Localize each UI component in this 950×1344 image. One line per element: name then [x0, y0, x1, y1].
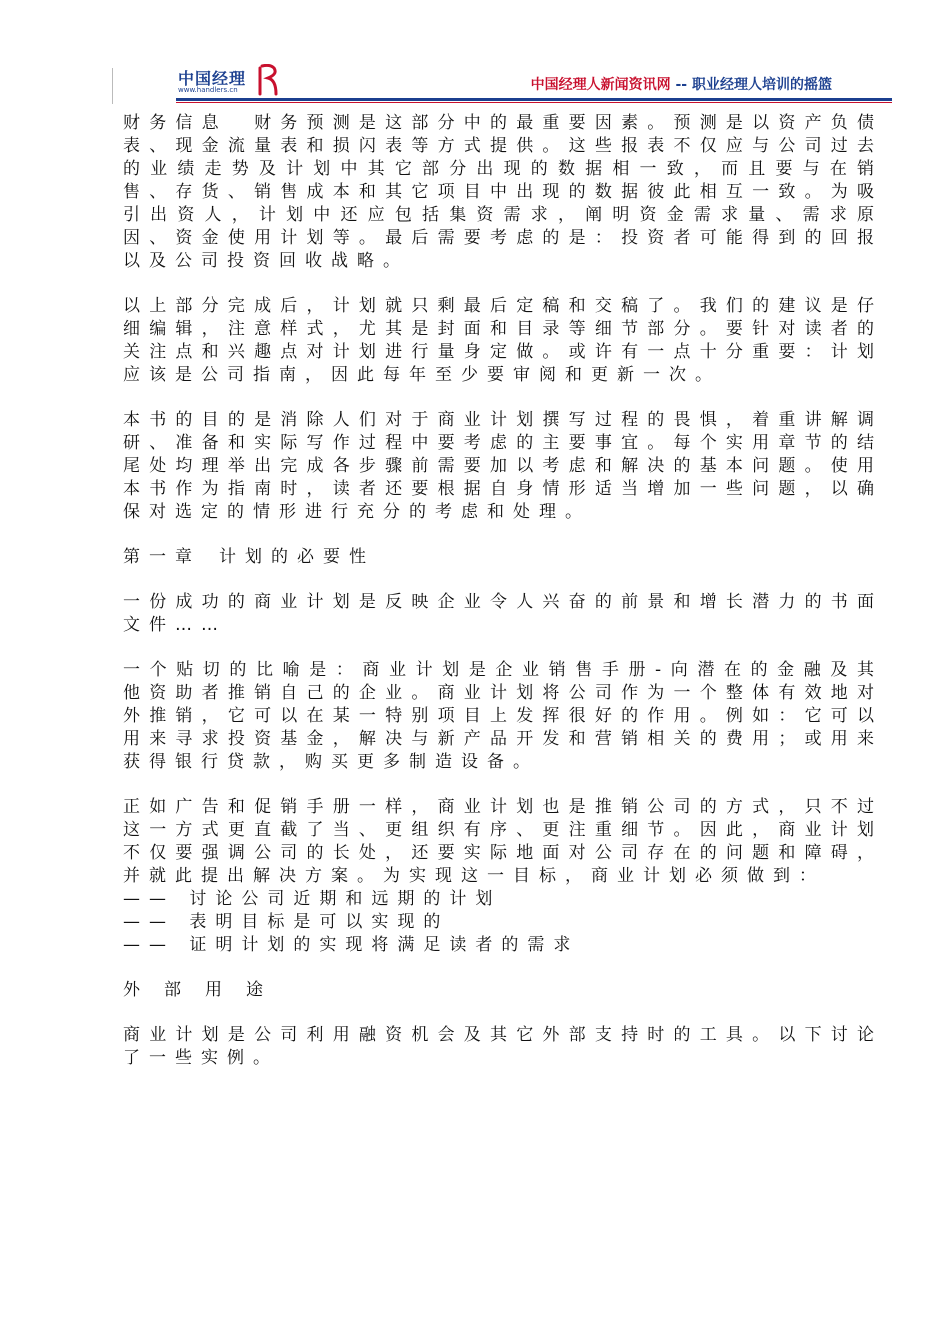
document-body: [123, 112, 883, 1092]
logo-mark-icon: [256, 64, 282, 96]
list-item: —— 讨论公司近期和远期的计划: [123, 889, 502, 909]
slogan-sub: 职业经理人培训的摇篮: [692, 77, 832, 93]
logo-url: www.handlers.cn: [178, 86, 238, 94]
header-slogan: [531, 74, 832, 94]
chapter-heading: [123, 546, 883, 569]
page-header: [112, 60, 892, 106]
list-item: —— 证明计划的实现将满足读者的需求: [123, 935, 580, 955]
slogan-separator: --: [670, 77, 692, 93]
paragraph-financial-info: 财务信息 财务预测是这部分中的最重要因素。预测是以资产负债表、现金流量表和损闪表等方式提供。这些报表不仅应与公司过去的业绩走势及计划中其它部分出现的数据相一致，而且要与在销售、存货、销售成本和其它项目中出现的数据彼此相互一致。为吸引出资人，计划中还应包括集资需求，阐明资金需求量、需求原因、资金使用计划等。最后需要考虑的是：投资者可能得到的回报以及公司投资回收战略。: [123, 113, 883, 271]
paragraph-metaphor: 一个贴切的比喻是：商业计划是企业销售手册-向潜在的金融及其他资助者推销自己的企业。商业计划将公司作为一个整体有效地对外推销，它可以在某一特别项目上发挥很好的作用。例如：它可以用来寻求投资基金，解决与新产品开发和营销相关的费用；或用来获得银行贷款，购买更多制造设备。: [123, 660, 883, 772]
header-rule: [176, 98, 892, 101]
logo-text: 中国经理: [178, 69, 247, 88]
paragraph-book-purpose: 本书的目的是消除人们对于商业计划撰写过程的畏惧，着重讲解调研、准备和实际写作过程中要考虑的主要事宜。每个实用章节的结尾处均理举出完成各步骤前需要加以考虑和解决的基本问题。使用本书作为指南时，读者还要根据自身情形适当增加一些问题，以确保对选定的情形进行充分的考虑和处理。: [123, 410, 883, 522]
chapter-title: 计划的必要性: [219, 547, 375, 567]
header-rule-accent: [176, 102, 892, 103]
paragraph-finalize: 以上部分完成后，计划就只剩最后定稿和交稿了。我们的建议是仔细编辑，注意样式，尤其是封面和目录等细节部分。要针对读者的关注点和兴趣点对计划进行量身定做。或许有一点十分重要：计划应该是公司指南，因此每年至少要审阅和更新一次。: [123, 296, 883, 385]
chapter-number: 第一章: [123, 547, 201, 567]
paragraph-promotion: 正如广告和促销手册一样，商业计划也是推销公司的方式，只不过这一方式更直截了当、更组织有序、更注重细节。因此，商业计划不仅要强调公司的长处，还要实际地面对公司存在的问题和障碍，并就此提出解决方案。为实现这一目标，商业计划必须做到：: [123, 797, 883, 886]
requirement-list: [123, 888, 883, 957]
site-logo: [178, 64, 298, 98]
section-heading: 外部用途: [123, 980, 287, 1000]
paragraph-external-use: 商业计划是公司利用融资机会及其它外部支持时的工具。以下讨论了一些实例。: [123, 1025, 883, 1068]
list-item: —— 表明目标是可以实现的: [123, 912, 450, 932]
slogan-main: 中国经理人新闻资讯网: [530, 77, 671, 93]
header-divider: [112, 68, 113, 104]
paragraph-chapter-intro: 一份成功的商业计划是反映企业令人兴奋的前景和增长潜力的书面文件……: [123, 592, 883, 635]
